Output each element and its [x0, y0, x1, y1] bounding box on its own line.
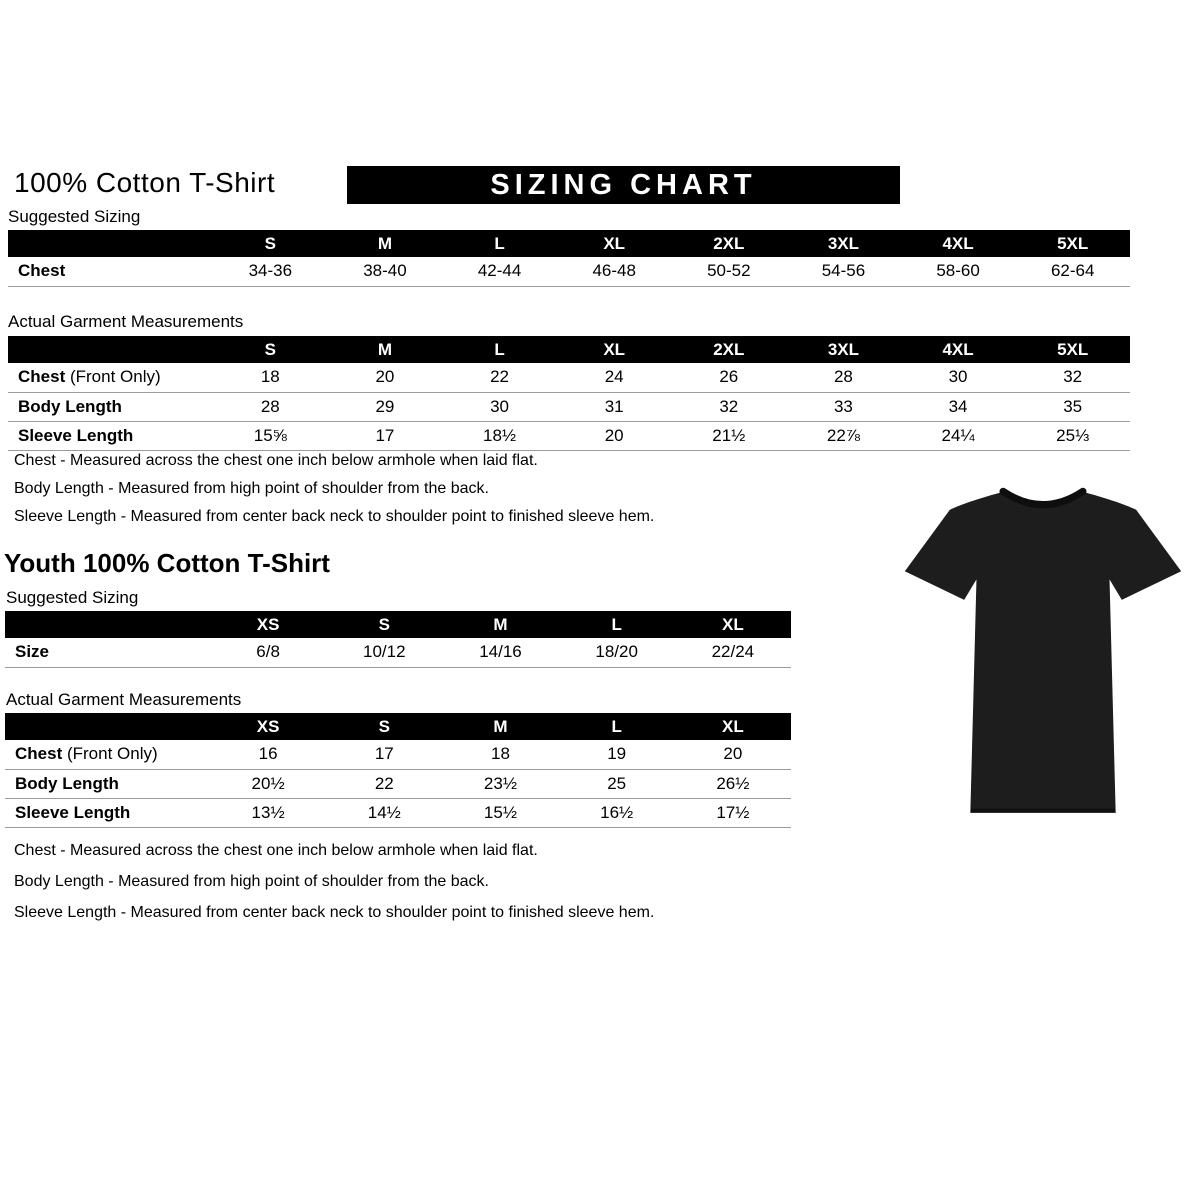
row-label: Sleeve Length	[15, 802, 131, 822]
measurement-cell: 18	[442, 740, 558, 769]
measurement-cell: 18½	[442, 421, 557, 450]
row-label-cell	[8, 363, 213, 392]
size-column-header: 4XL	[901, 336, 1016, 363]
row-label: Chest	[15, 744, 63, 764]
measurement-row	[5, 798, 791, 827]
measurement-cell: 22⅞	[786, 421, 901, 450]
adult-measurement-notes	[14, 452, 654, 536]
measurement-cell: 20	[557, 421, 672, 450]
measurement-cell: 16½	[559, 798, 675, 827]
adult-suggested-sizing-table	[8, 230, 1130, 287]
measurement-cell: 26½	[675, 769, 791, 798]
youth-measurement-notes	[14, 842, 654, 935]
measurement-cell: 23½	[442, 769, 558, 798]
measurement-cell: 20	[675, 740, 791, 769]
measurement-cell: 30	[901, 363, 1016, 392]
measurement-cell: 14/16	[442, 638, 558, 667]
adult-actual-measurements-table	[8, 336, 1130, 451]
measurement-cell: 22	[442, 363, 557, 392]
measurement-cell: 46-48	[557, 257, 672, 286]
measurement-row	[8, 257, 1130, 286]
measurement-cell: 20	[328, 363, 443, 392]
row-label: Chest	[18, 367, 66, 387]
measurement-cell: 22	[326, 769, 442, 798]
measurement-cell: 25⅓	[1015, 421, 1130, 450]
measurement-row	[8, 421, 1130, 450]
size-column-header: S	[326, 611, 442, 638]
measurement-cell: 18	[213, 363, 328, 392]
youth-section-title: Youth 100% Cotton T-Shirt	[4, 548, 330, 578]
row-sublabel: (Front Only)	[62, 744, 158, 764]
measurement-cell: 35	[1015, 392, 1130, 421]
sizing-chart-banner: SIZING CHART	[347, 166, 900, 204]
measurement-cell: 17	[326, 740, 442, 769]
header-corner-cell	[5, 713, 210, 740]
header-corner-cell	[8, 230, 213, 257]
measurement-cell: 16	[210, 740, 326, 769]
size-column-header: M	[442, 713, 558, 740]
size-column-header: L	[559, 611, 675, 638]
measurement-cell: 15½	[442, 798, 558, 827]
tshirt-body-shape	[905, 491, 1181, 812]
row-label: Chest	[18, 261, 66, 281]
row-label-cell	[5, 638, 210, 667]
measurement-row	[5, 769, 791, 798]
measurement-cell: 33	[786, 392, 901, 421]
measurement-cell: 17	[328, 421, 443, 450]
size-column-header: XS	[210, 611, 326, 638]
size-column-header: 4XL	[901, 230, 1016, 257]
note-chest: Chest - Measured across the chest one inch below armhole when laid flat.	[14, 452, 538, 469]
row-label: Body Length	[15, 773, 119, 793]
size-column-header: 3XL	[786, 336, 901, 363]
measurement-cell: 34-36	[213, 257, 328, 286]
measurement-cell: 14½	[326, 798, 442, 827]
measurement-cell: 32	[1015, 363, 1130, 392]
row-label-cell	[5, 798, 210, 827]
measurement-cell: 54-56	[786, 257, 901, 286]
header-corner-cell	[5, 611, 210, 638]
size-column-header: L	[559, 713, 675, 740]
row-label: Sleeve Length	[18, 425, 134, 445]
measurement-cell: 18/20	[559, 638, 675, 667]
measurement-row	[5, 740, 791, 769]
youth-suggested-sizing-table	[5, 611, 791, 668]
row-label: Body Length	[18, 396, 122, 416]
note-sleeve-length: Sleeve Length - Measured from center back neck to shoulder point to finished sleeve hem.	[14, 904, 655, 921]
measurement-row	[8, 363, 1130, 392]
size-column-header: S	[213, 230, 328, 257]
size-column-header: 2XL	[672, 336, 787, 363]
note-chest: Chest - Measured across the chest one inch below armhole when laid flat.	[14, 842, 538, 859]
size-column-header: 2XL	[672, 230, 787, 257]
youth-actual-measurements-label: Actual Garment Measurements	[6, 690, 242, 709]
measurement-cell: 38-40	[328, 257, 443, 286]
measurement-cell: 26	[672, 363, 787, 392]
youth-actual-measurements-table	[5, 713, 791, 828]
measurement-cell: 24	[557, 363, 672, 392]
measurement-cell: 17½	[675, 798, 791, 827]
size-header-row	[8, 230, 1130, 257]
size-column-header: L	[442, 336, 557, 363]
measurement-cell: 13½	[210, 798, 326, 827]
measurement-cell: 32	[672, 392, 787, 421]
measurement-cell: 42-44	[442, 257, 557, 286]
measurement-cell: 21½	[672, 421, 787, 450]
measurement-cell: 30	[442, 392, 557, 421]
measurement-cell: 28	[786, 363, 901, 392]
size-column-header: XL	[675, 713, 791, 740]
measurement-row	[8, 392, 1130, 421]
size-column-header: 5XL	[1015, 230, 1130, 257]
row-label-cell	[5, 769, 210, 798]
size-column-header: XS	[210, 713, 326, 740]
measurement-cell: 28	[213, 392, 328, 421]
note-body-length: Body Length - Measured from high point of shoulder from the back.	[14, 480, 489, 497]
adult-actual-measurements-label: Actual Garment Measurements	[8, 312, 244, 331]
size-header-row	[8, 336, 1130, 363]
measurement-cell: 19	[559, 740, 675, 769]
tshirt-hem-shade	[970, 809, 1115, 813]
measurement-cell: 31	[557, 392, 672, 421]
size-column-header: S	[213, 336, 328, 363]
measurement-cell: 50-52	[672, 257, 787, 286]
size-column-header: 5XL	[1015, 336, 1130, 363]
page-title: 100% Cotton T-Shirt	[14, 167, 276, 198]
measurement-cell: 62-64	[1015, 257, 1130, 286]
row-sublabel: (Front Only)	[65, 367, 161, 387]
size-column-header: XL	[675, 611, 791, 638]
size-column-header: M	[328, 336, 443, 363]
size-column-header: M	[328, 230, 443, 257]
measurement-cell: 22/24	[675, 638, 791, 667]
row-label-cell	[8, 392, 213, 421]
note-body-length: Body Length - Measured from high point of shoulder from the back.	[14, 873, 489, 890]
size-column-header: XL	[557, 230, 672, 257]
measurement-cell: 34	[901, 392, 1016, 421]
size-header-row	[5, 611, 791, 638]
measurement-cell: 6/8	[210, 638, 326, 667]
measurement-cell: 20½	[210, 769, 326, 798]
tshirt-image	[893, 475, 1193, 823]
note-sleeve-length: Sleeve Length - Measured from center back neck to shoulder point to finished sleeve hem.	[14, 508, 655, 525]
size-column-header: XL	[557, 336, 672, 363]
measurement-cell: 15⅝	[213, 421, 328, 450]
header-corner-cell	[8, 336, 213, 363]
size-header-row	[5, 713, 791, 740]
adult-suggested-sizing-label: Suggested Sizing	[8, 207, 141, 226]
row-label-cell	[5, 740, 210, 769]
row-label-cell	[8, 257, 213, 286]
measurement-cell: 29	[328, 392, 443, 421]
measurement-row	[5, 638, 791, 667]
measurement-cell: 10/12	[326, 638, 442, 667]
measurement-cell: 25	[559, 769, 675, 798]
row-label: Size	[15, 642, 50, 662]
size-column-header: M	[442, 611, 558, 638]
size-column-header: S	[326, 713, 442, 740]
measurement-cell: 58-60	[901, 257, 1016, 286]
tshirt-graphic	[893, 475, 1193, 823]
size-column-header: L	[442, 230, 557, 257]
size-column-header: 3XL	[786, 230, 901, 257]
measurement-cell: 24¼	[901, 421, 1016, 450]
youth-suggested-sizing-label: Suggested Sizing	[6, 588, 139, 607]
row-label-cell	[8, 421, 213, 450]
